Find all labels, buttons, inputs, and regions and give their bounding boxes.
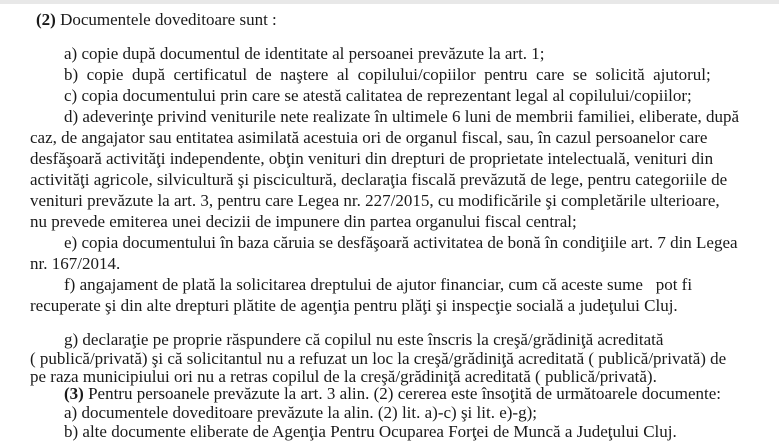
item-a: a) copie după documentul de identitate al persoanei prevăzute la art. 1; — [64, 44, 545, 63]
item-e-line-1: e) copia documentului în baza căruia se desfăşoară activitatea de bonă în condiţiile art. 7 din Legea — [64, 233, 738, 252]
item-g-line-3: pe raza municipiului ori nu a retras copilul de la creşă/grădiniţă acreditată ( publică/privată). — [30, 367, 657, 386]
section-2-heading — [36, 10, 736, 30]
item-c: c) copia documentului prin care se atestă calitatea de reprezentant legal al copilului/copiilor; — [64, 86, 692, 105]
item-g-line-1: g) declaraţie pe proprie răspundere că copilul nu este înscris la creşă/grădiniţă acreditată — [64, 330, 664, 349]
item-d-line-4: activităţi agricole, silvicultură şi piscicultură, declaraţia fiscală prevăzută de lege, pentru categoriile de — [30, 170, 728, 189]
section-3-number: (3) — [64, 384, 84, 403]
item-f-line-1: f) angajament de plată la solicitarea dreptului de ajutor financiar, cum că aceste sume pot fi — [64, 275, 693, 294]
item-d-line-1: d) adeverinţe privind veniturile nete realizate în ultimele 6 luni de membrii familiei, eliberate, după — [64, 107, 740, 126]
section-3-item-b: b) alte documente eliberate de Agenţia Pentru Ocuparea Forţei de Muncă a Judeţului Cluj. — [64, 422, 677, 441]
top-edge — [0, 0, 779, 4]
item-d-line-5: venituri prevăzute la art. 3, pentru care Legea nr. 227/2015, cu modificările şi completările ulterioare, — [30, 191, 720, 210]
section-3-intro: Pentru persoanele prevăzute la art. 3 alin. (2) cererea este însoţită de următoarele documente: — [88, 384, 722, 403]
item-d-line-3: desfăşoară activităţi independente, obţin venituri din drepturi de proprietate intelectuală, venituri din — [30, 149, 714, 168]
section-3-intro-line — [64, 384, 779, 404]
section-2-number: (2) — [36, 10, 56, 29]
item-g-line-2: ( publică/privată) şi că solicitantul nu a refuzat un loc la creşă/grădiniţă acreditată ( publică/privată) de — [30, 349, 727, 368]
item-b: b) copie după certificatul de naştere al copilului/copiilor pentru care se solicită ajutorul; — [64, 65, 711, 84]
section-2-title: Documentele doveditoare sunt : — [60, 10, 277, 29]
item-d-line-6: nu prevede emiterea unei decizii de impunere din partea organului fiscal central; — [30, 212, 577, 231]
section-3-item-a: a) documentele doveditoare prevăzute la alin. (2) lit. a)-c) şi lit. e)-g); — [64, 403, 537, 422]
item-f-line-2: recuperate şi din alte drepturi plătite de agenţia pentru plăţi şi inspecţie socială a judeţului Cluj. — [30, 296, 678, 315]
item-e-line-2: nr. 167/2014. — [30, 254, 121, 273]
item-d-line-2: caz, de angajator sau entitatea asimilată acestuia ori de organul fiscal, sau, în cazul persoanelor care — [30, 128, 708, 147]
